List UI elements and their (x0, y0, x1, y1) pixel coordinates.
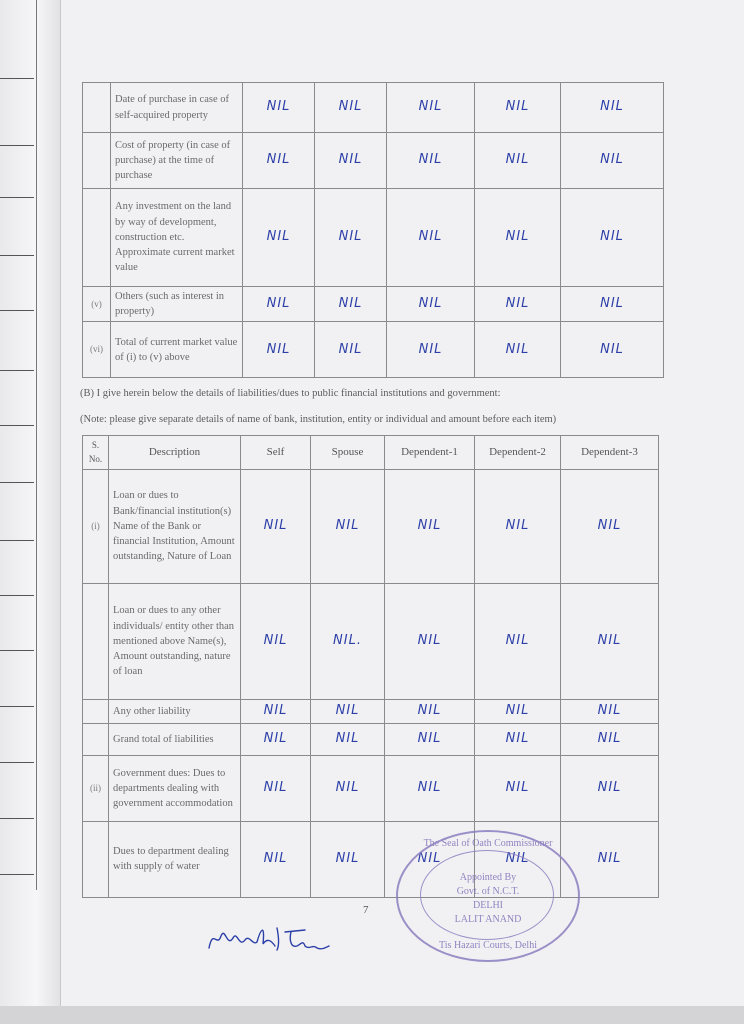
row-description: Total of current market value of (i) to (v) above (111, 322, 243, 378)
table-row (83, 322, 664, 378)
row-number (83, 83, 111, 133)
handwritten-value: NIL (315, 322, 387, 378)
handwritten-value: NIL (561, 83, 664, 133)
handwritten-value: NIL (475, 189, 561, 287)
header-dependent-3: Dependent-3 (561, 436, 659, 470)
table-row (83, 133, 664, 189)
handwritten-value: NIL (311, 723, 385, 755)
handwritten-value: NIL (241, 700, 311, 724)
handwritten-value: NIL (561, 470, 659, 584)
row-description: Others (such as interest in property) (111, 287, 243, 322)
handwritten-value: NIL (475, 322, 561, 378)
handwritten-value: NIL (243, 287, 315, 322)
handwritten-value: NIL (241, 470, 311, 584)
header-dependent-2: Dependent-2 (475, 436, 561, 470)
header-dependent-1: Dependent-1 (385, 436, 475, 470)
handwritten-value: NIL (387, 133, 475, 189)
row-description: Government dues: Dues to departments dealing with government accommodation (109, 755, 241, 821)
handwritten-value: NIL (561, 133, 664, 189)
handwritten-value: NIL (241, 821, 311, 897)
handwritten-value: NIL (561, 584, 659, 700)
handwritten-value: NIL (561, 821, 659, 897)
handwritten-value: NIL (311, 821, 385, 897)
row-number: (i) (83, 470, 109, 584)
handwritten-value: NIL (475, 83, 561, 133)
header-sno: S. No. (83, 436, 109, 470)
handwritten-value: NIL (311, 470, 385, 584)
handwritten-value: NIL (387, 83, 475, 133)
row-description: Dues to department dealing with supply of water (109, 821, 241, 897)
binding-strip (0, 0, 61, 1006)
row-number (83, 821, 109, 897)
handwritten-value: NIL (241, 584, 311, 700)
handwritten-value: NIL (475, 700, 561, 724)
handwritten-value: NIL (241, 755, 311, 821)
table-row (83, 723, 659, 755)
handwritten-value: NIL (561, 189, 664, 287)
row-number (83, 700, 109, 724)
row-description: Any investment on the land by way of development, construction etc. Approximate current market value (111, 189, 243, 287)
handwritten-value: NIL (385, 584, 475, 700)
handwritten-value: NIL (315, 189, 387, 287)
seal-stamp: The Seal of Oath Commissioner Appointed By Govt. of N.C.T. DELHI LALIT ANAND Tis Hazari Courts, Delhi (396, 830, 580, 962)
table-row (83, 700, 659, 724)
page-edge (0, 1006, 744, 1024)
table-row (83, 287, 664, 322)
handwritten-value: NIL. (311, 584, 385, 700)
header-self: Self (241, 436, 311, 470)
handwritten-value: NIL (311, 700, 385, 724)
table-row (83, 584, 659, 700)
row-number: (vi) (83, 322, 111, 378)
handwritten-value: NIL (475, 755, 561, 821)
row-number: (v) (83, 287, 111, 322)
handwritten-value: NIL (243, 133, 315, 189)
section-b-text: (B) I give herein below the details of liabilities/dues to public financial institutions and government: (80, 388, 501, 399)
handwritten-value: NIL (561, 700, 659, 724)
handwritten-value: NIL (243, 83, 315, 133)
handwritten-value: NIL (243, 322, 315, 378)
table-row (83, 755, 659, 821)
handwritten-value: NIL (385, 723, 475, 755)
header-description: Description (109, 436, 241, 470)
handwritten-value: NIL (385, 470, 475, 584)
row-number (83, 189, 111, 287)
handwritten-value: NIL (475, 287, 561, 322)
row-description: Date of purchase in case of self-acquired property (111, 83, 243, 133)
handwritten-value: NIL (561, 755, 659, 821)
handwritten-value: NIL (475, 133, 561, 189)
row-description: Grand total of liabilities (109, 723, 241, 755)
handwritten-value: NIL (311, 755, 385, 821)
handwritten-value: NIL (243, 189, 315, 287)
header-spouse: Spouse (311, 436, 385, 470)
handwritten-value: NIL (385, 821, 475, 897)
handwritten-value: NIL (475, 470, 561, 584)
handwritten-value: NIL (387, 189, 475, 287)
handwritten-value: NIL (315, 287, 387, 322)
table-row (83, 83, 664, 133)
row-number (83, 723, 109, 755)
signature-image (205, 918, 335, 958)
handwritten-value: NIL (241, 723, 311, 755)
handwritten-value: NIL (387, 287, 475, 322)
handwritten-value: NIL (561, 723, 659, 755)
handwritten-value: NIL (387, 322, 475, 378)
table-row (83, 470, 659, 584)
handwritten-value: NIL (315, 133, 387, 189)
row-number (83, 584, 109, 700)
binding-line (36, 0, 37, 890)
handwritten-value: NIL (475, 723, 561, 755)
row-number (83, 133, 111, 189)
liabilities-table (82, 435, 659, 898)
page-number: 7 (363, 904, 369, 916)
handwritten-value: NIL (385, 700, 475, 724)
note-text: (Note: please give separate details of name of bank, institution, entity or individual and amount before each item) (80, 414, 557, 425)
handwritten-value: NIL (561, 322, 664, 378)
row-description: Any other liability (109, 700, 241, 724)
assets-table (82, 82, 664, 378)
handwritten-value: NIL (475, 584, 561, 700)
row-number: (ii) (83, 755, 109, 821)
handwritten-value: NIL (475, 821, 561, 897)
row-description: Cost of property (in case of purchase) at the time of purchase (111, 133, 243, 189)
handwritten-value: NIL (315, 83, 387, 133)
row-description: Loan or dues to any other individuals/ entity other than mentioned above Name(s), Amount outstanding, nature of loan (109, 584, 241, 700)
handwritten-value: NIL (561, 287, 664, 322)
table-row (83, 189, 664, 287)
handwritten-value: NIL (385, 755, 475, 821)
row-description: Loan or dues to Bank/financial institution(s) Name of the Bank or financial Institution, Amount outstanding, Nature of Loan (109, 470, 241, 584)
